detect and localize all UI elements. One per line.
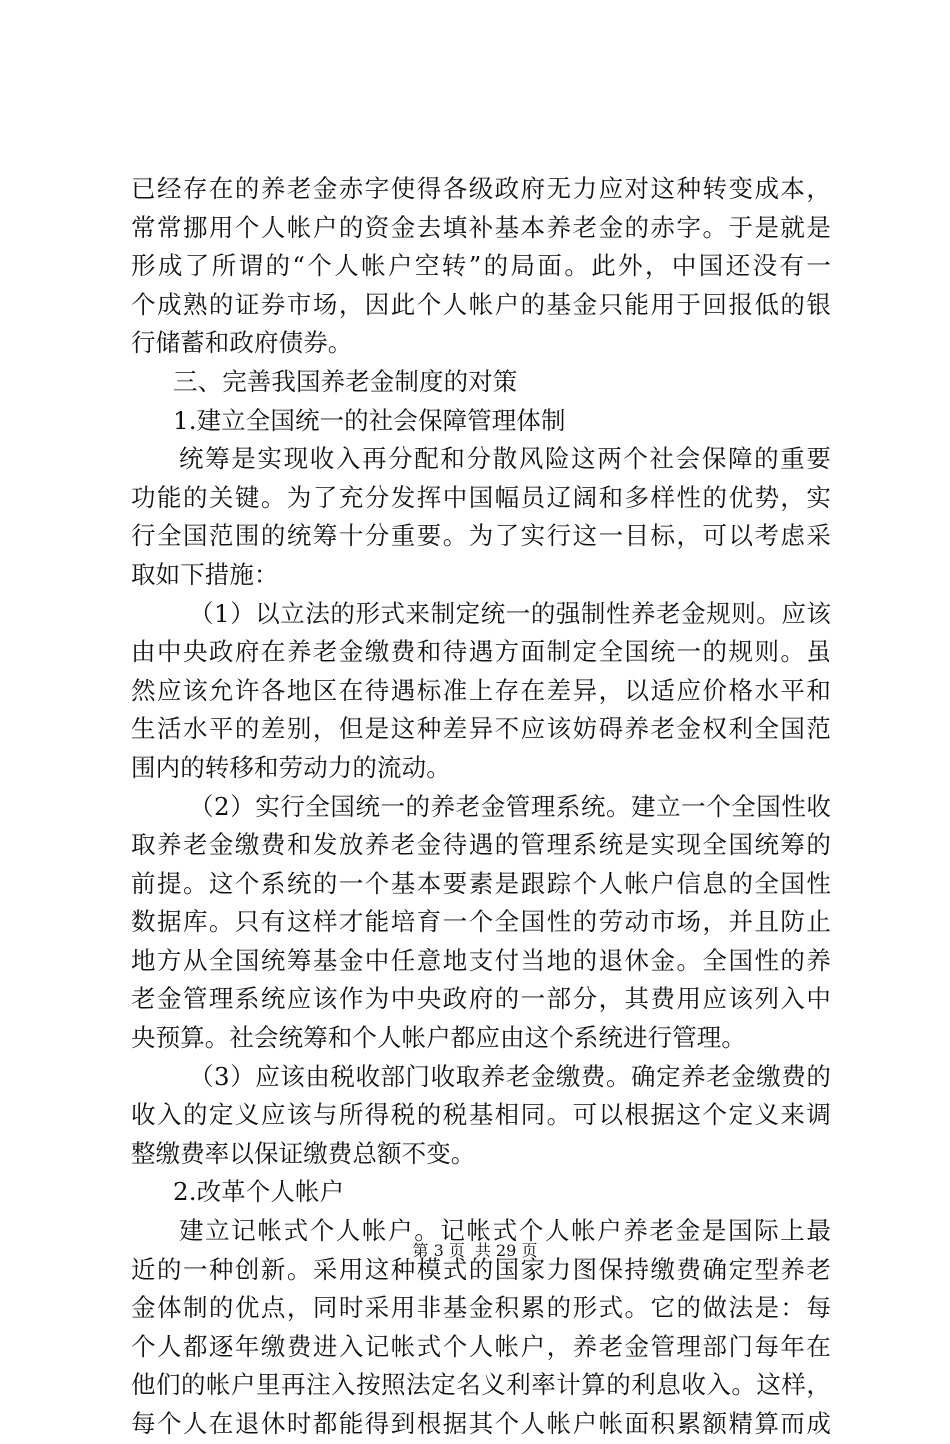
text-line: 近的一种创新。采用这种模式的国家力图保持缴费确定型养老 [131,1254,831,1284]
text-line: 前提。这个系统的一个基本要素是跟踪个人帐户信息的全国性 [131,868,831,898]
text-line: 金体制的优点，同时采用非基金积累的形式。它的做法是：每 [131,1293,831,1323]
page-total: 共 29 页 [474,1241,538,1260]
text-line: 生活水平的差别，但是这种差异不应该妨碍养老金权利全国范 [131,714,831,744]
text-line: 已经存在的养老金赤字使得各级政府无力应对这种转变成本， [131,174,831,203]
text-line: 建立记帐式个人帐户。记帐式个人帐户养老金是国际上最 [179,1216,831,1246]
text-line: 然应该允许各地区在待遇标准上存在差异，以适应价格水平和 [131,675,831,705]
text-line: 老金管理系统应该作为中央政府的一部分，其费用应该列入中 [131,984,831,1014]
text-line: 由中央政府在养老金缴费和待遇方面制定全国统一的规则。虽 [131,637,831,667]
text-line: 取如下措施： [131,559,279,589]
text-line: 围内的转移和劳动力的流动。 [131,752,451,782]
text-line: 取养老金缴费和发放养老金待遇的管理系统是实现全国统筹的 [131,830,831,860]
section-heading: 三、完善我国养老金制度的对策 [173,366,518,396]
text-line: 他们的帐户里再注入按照法定名义利率计算的利息收入。这样， [131,1370,831,1400]
text-line: 常常挪用个人帐户的资金去填补基本养老金的赤字。于是就是 [131,212,831,242]
page-number: 第 3 页 [412,1241,465,1260]
text-line: 统筹是实现收入再分配和分散风险这两个社会保障的重要 [179,444,831,474]
text-line: （1）以立法的形式来制定统一的强制性养老金规则。应该 [189,598,831,628]
text-line: 收入的定义应该与所得税的税基相同。可以根据这个定义来调 [131,1100,831,1130]
text-line: 数据库。只有这样才能培育一个全国性的劳动市场，并且防止 [131,907,831,937]
text-line: 地方从全国统筹基金中任意地支付当地的退休金。全国性的养 [131,945,831,975]
text-line: 个人都逐年缴费进入记帐式个人帐户，养老金管理部门每年在 [131,1331,831,1361]
text-line: 每个人在退休时都能得到根据其个人帐户帐面积累额精算而成 [131,1409,831,1438]
text-line: 整缴费率以保证缴费总额不变。 [131,1138,476,1168]
text-line: （3）应该由税收部门收取养老金缴费。确定养老金缴费的 [189,1061,831,1091]
text-line: 行全国范围的统筹十分重要。为了实行这一目标，可以考虑采 [131,521,831,551]
text-line: 个成熟的证券市场，因此个人帐户的基金只能用于回报低的银 [131,289,831,319]
text-line: 行储蓄和政府债券。 [131,328,353,358]
text-line: 形成了所谓的“个人帐户空转”的局面。此外，中国还没有一 [131,251,831,281]
text-line: 央预算。社会统筹和个人帐户都应由这个系统进行管理。 [131,1023,746,1053]
text-line: 功能的关键。为了充分发挥中国幅员辽阔和多样性的优势，实 [131,482,831,512]
subsection-heading: 1.建立全国统一的社会保障管理体制 [173,405,566,435]
page-footer [0,1240,950,1262]
text-line: （2）实行全国统一的养老金管理系统。建立一个全国性收 [189,791,831,821]
subsection-heading: 2.改革个人帐户 [173,1177,345,1207]
